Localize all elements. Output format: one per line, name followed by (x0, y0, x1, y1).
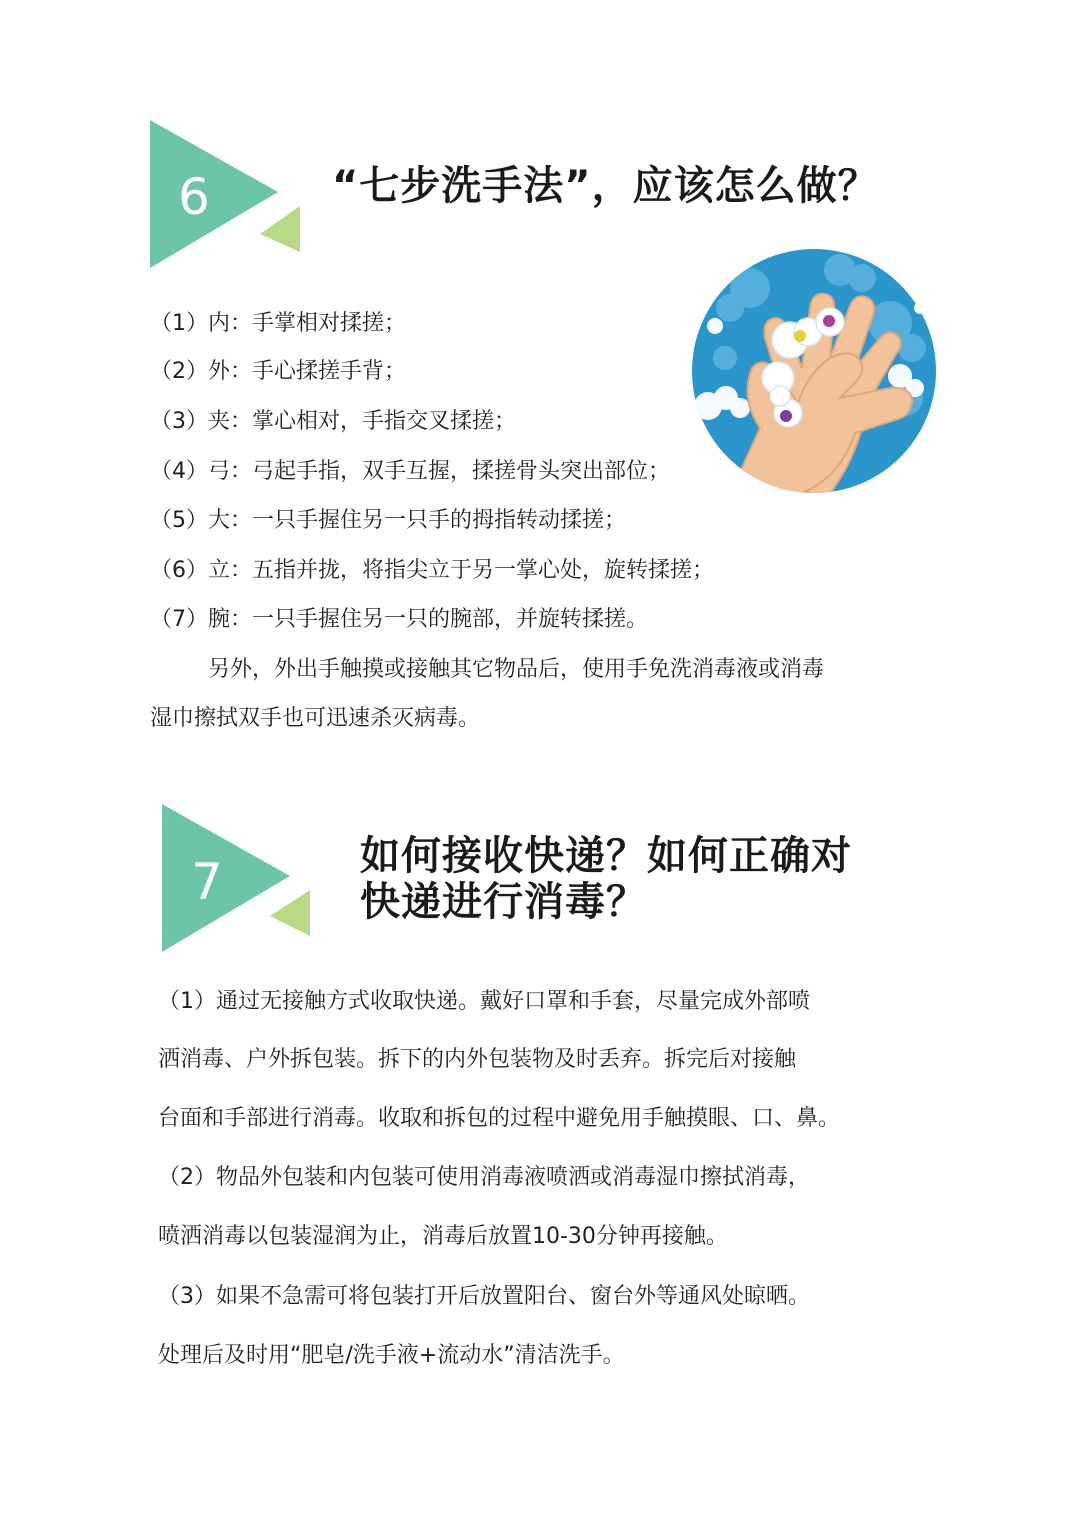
body-line: 喷洒消毒以包装湿润为止，消毒后放置10-30分钟再接触。 (158, 1224, 728, 1249)
hand-washing-icon (690, 248, 938, 494)
body-line: （1）通过无接触方式收取快递。戴好口罩和手套，尽量完成外部喷 (158, 989, 810, 1014)
badge-triangle-small (260, 206, 300, 252)
body-line: （3）如果不急需可将包装打开后放置阳台、窗台外等通风处晾晒。 (158, 1284, 810, 1309)
section-6-number: 6 (178, 168, 210, 226)
extra-line: 湿巾擦拭双手也可迅速杀灭病毒。 (150, 706, 481, 731)
step-line: （6）立：五指并拢，将指尖立于另一掌心处，旋转揉搓； (150, 558, 714, 583)
body-line: 洒消毒、户外拆包装。拆下的内外包装物及时丢弃。拆完后对接触 (158, 1047, 797, 1072)
step-line: （1）内：手掌相对揉搓； (150, 311, 406, 336)
step-line: （2）外：手心揉搓手背； (150, 359, 406, 384)
extra-line: 另外，外出手触摸或接触其它物品后，使用手免洗消毒液或消毒 (208, 657, 825, 682)
badge-triangle-main (150, 120, 278, 268)
step-line: （7）腕：一只手握住另一只的腕部，并旋转揉搓。 (150, 607, 648, 632)
section-6-title: “七步洗手法”，应该怎么做？ (332, 163, 879, 209)
section-7-title-line-1: 如何接收快递？如何正确对 (360, 833, 852, 879)
badge-triangle-main (162, 804, 290, 952)
step-line: （3）夹：掌心相对，手指交叉揉搓； (150, 409, 516, 434)
body-line: 处理后及时用“肥皂/洗手液+流动水”清洁洗手。 (158, 1343, 625, 1368)
step-line: （4）弓：弓起手指，双手互握，揉搓骨头突出部位； (150, 459, 670, 484)
section-7-number: 7 (191, 853, 223, 911)
badge-triangle-small (270, 890, 310, 936)
body-line: 台面和手部进行消毒。收取和拆包的过程中避免用手触摸眼、口、鼻。 (158, 1106, 841, 1131)
body-line: （2）物品外包装和内包装可使用消毒液喷洒或消毒湿巾擦拭消毒， (158, 1165, 810, 1190)
section-7-badge (160, 802, 320, 954)
section-6-badge (148, 118, 308, 270)
step-line: （5）大：一只手握住另一只手的拇指转动揉搓； (150, 508, 626, 533)
section-7-title-line-2: 快递进行消毒？ (360, 879, 647, 925)
